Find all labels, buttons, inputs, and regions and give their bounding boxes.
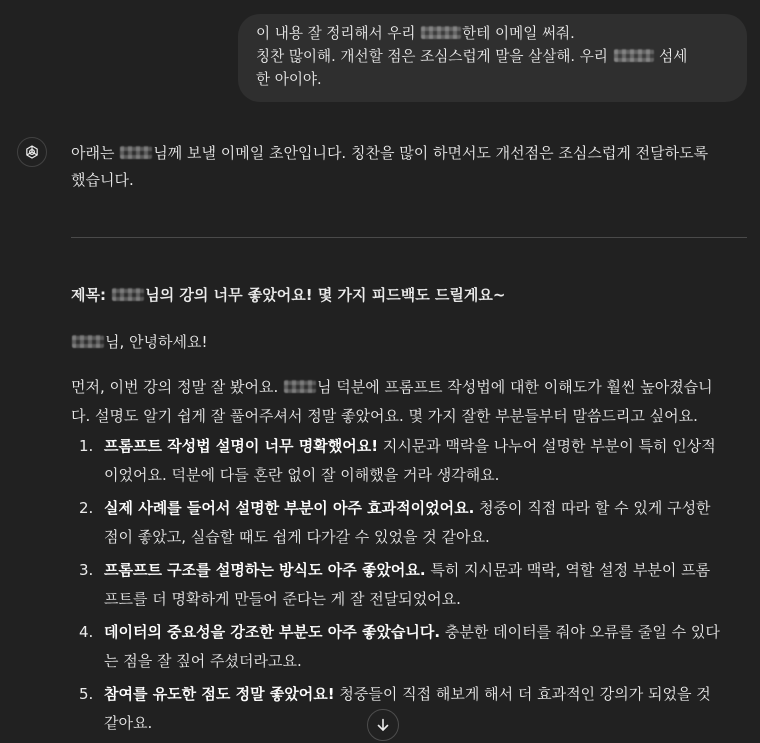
- list-number: 4.: [79, 623, 94, 641]
- arrow-down-icon: [375, 717, 391, 733]
- list-number: 5.: [79, 685, 94, 703]
- list-line: [104, 494, 751, 523]
- list-text: 지시문과 맥락을 나누어 설명한 부분이 특히 인상적: [378, 437, 716, 455]
- paragraph-line-1: [71, 373, 751, 402]
- email-paragraph: [71, 373, 751, 431]
- paragraph-text: 먼저, 이번 강의 정말 잘 봤어요.: [71, 378, 284, 396]
- list-line: [104, 618, 751, 647]
- list-line: 같아요.: [104, 714, 153, 732]
- list-line: 프트를 더 명확하게 만들어 준다는 게 잘 전달되었어요.: [104, 590, 461, 608]
- subject-prefix: 제목:: [71, 286, 112, 304]
- feedback-list: [71, 432, 751, 742]
- list-text: 청중이 직접 따라 할 수 있게 구성한: [474, 499, 711, 517]
- list-bold-text: 참여를 유도한 점도 정말 좋았어요!: [104, 685, 335, 703]
- list-line: [104, 556, 751, 585]
- list-line: [104, 432, 751, 461]
- list-line: 점이 좋았고, 실습할 때도 쉽게 다가갈 수 있었을 것 같아요.: [104, 528, 490, 546]
- list-line: [104, 680, 751, 709]
- list-text: 청중들이 직접 해보게 해서 더 효과적인 강의가 되었을 것: [334, 685, 711, 703]
- user-message-line-2: [256, 45, 729, 68]
- list-item: [71, 680, 751, 738]
- greeting-text: 님, 안녕하세요!: [105, 333, 208, 351]
- user-text: 한테 이메일 써줘.: [462, 25, 575, 42]
- redacted-name: [421, 26, 461, 39]
- list-item: [71, 432, 751, 490]
- list-number: 2.: [79, 499, 94, 517]
- redacted-name: [284, 380, 316, 393]
- email-greeting: [71, 331, 208, 352]
- list-text: 특히 지시문과 맥락, 역할 설정 부분이 프롬: [425, 561, 711, 579]
- list-line: 이었어요. 덕분에 다들 혼란 없이 잘 이해했을 거라 생각해요.: [104, 466, 500, 484]
- list-item: [71, 618, 751, 676]
- user-text: 섬세: [654, 48, 688, 65]
- list-line: 는 점을 잘 짚어 주셨더라고요.: [104, 652, 302, 670]
- assistant-text: 아래는: [71, 144, 120, 162]
- redacted-name: [614, 49, 654, 62]
- list-item: [71, 494, 751, 552]
- list-bold-text: 프롬프트 작성법 설명이 너무 명확했어요!: [104, 437, 379, 455]
- user-message-bubble: [238, 14, 747, 102]
- email-subject: [71, 284, 505, 305]
- list-item: [71, 556, 751, 614]
- redacted-name: [120, 146, 152, 159]
- list-bold-text: 데이터의 중요성을 강조한 부분도 아주 좋았습니다.: [104, 623, 441, 641]
- list-number: 3.: [79, 561, 94, 579]
- list-number: 1.: [79, 437, 94, 455]
- openai-logo-icon: [17, 137, 47, 167]
- assistant-text: 했습니다.: [71, 171, 134, 189]
- subject-text: 님의 강의 너무 좋았어요! 몇 가지 피드백도 드릴게요~: [145, 286, 506, 304]
- paragraph-line-2: 다. 설명도 알기 쉽게 잘 풀어주셔서 정말 좋았어요. 몇 가지 잘한 부분들부터 말씀드리고 싶어요.: [71, 407, 698, 425]
- paragraph-text: 님 덕분에 프롬프트 작성법에 대한 이해도가 훨씬 높아졌습니: [317, 378, 713, 396]
- user-text: 칭찬 많이해. 개선할 점은 조심스럽게 말을 살살해. 우리: [256, 48, 613, 65]
- list-bold-text: 실제 사례를 들어서 설명한 부분이 아주 효과적이었어요.: [104, 499, 475, 517]
- user-text: 이 내용 잘 정리해서 우리: [256, 25, 421, 42]
- list-text: 충분한 데이터를 줘야 오류를 줄일 수 있다: [440, 623, 720, 641]
- redacted-name: [72, 335, 104, 348]
- divider: [71, 237, 747, 238]
- assistant-intro: [71, 140, 751, 194]
- assistant-text: 님께 보낼 이메일 초안입니다. 칭찬을 많이 하면서도 개선점은 조심스럽게 전달하도록: [153, 144, 709, 162]
- redacted-name: [112, 288, 144, 301]
- user-message-line-3: 한 아이야.: [256, 71, 322, 88]
- list-bold-text: 프롬프트 구조를 설명하는 방식도 아주 좋았어요.: [104, 561, 426, 579]
- scroll-to-bottom-button[interactable]: [367, 709, 399, 741]
- assistant-message: [71, 140, 751, 194]
- user-message-line-1: [256, 22, 729, 45]
